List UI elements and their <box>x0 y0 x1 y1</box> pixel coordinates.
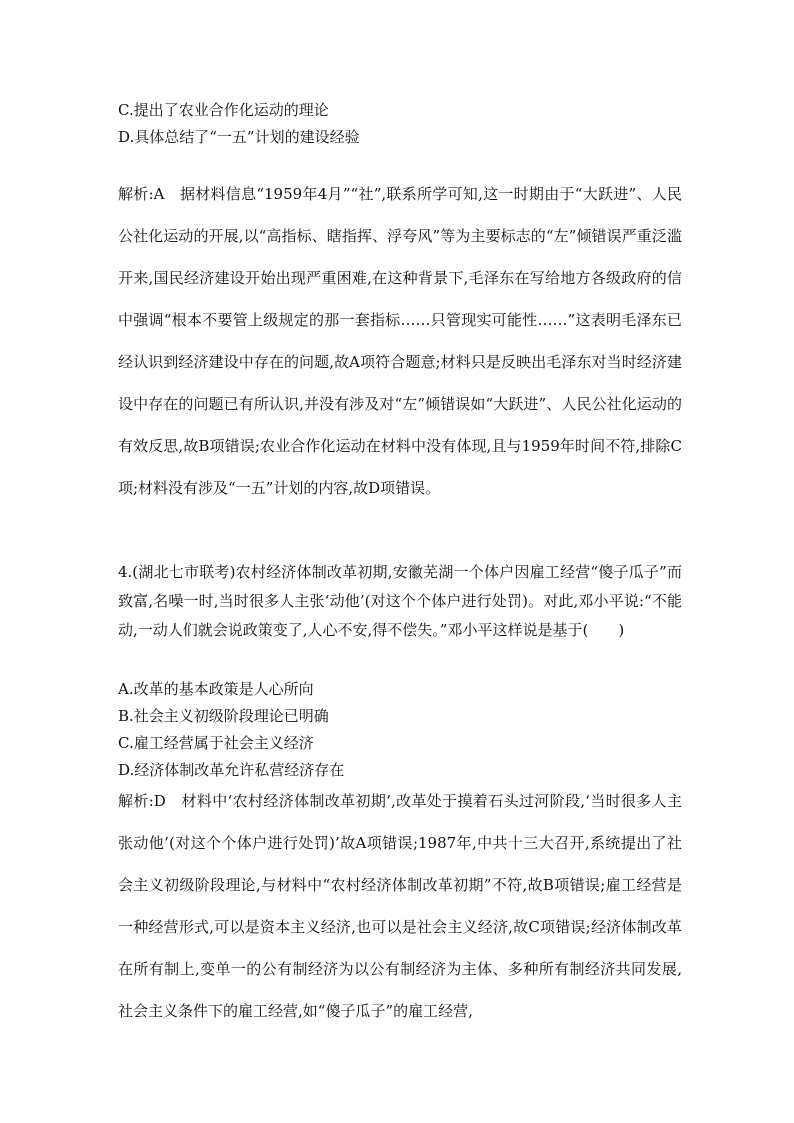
q4-option-d: D.经济体制改革允许私营经济存在 <box>118 761 345 779</box>
q4-analysis: 解析:D 材料中‘农村经济体制改革初期’,改革处于摸着石头过河阶段,‘当时很多人主张动他’(对这个个体户进行处罚)’故A项错误;1987年,中共十三大召开,系统提出了社会主义初级阶段理论,与材料中“农村经济体制改革初期”不符,故B项错误;雇工经营是一种经营形式,可以是资本主义经济,也可以是社会主义经济,故C项错误;经济体制改革在所有制上,变单一的公有制经济为以公有制经济为主体、多种所有制经济共同发展,社会主义条件下的雇工经营,如“傻子瓜子”的雇工经营, <box>118 792 682 1020</box>
q3-option-b: C.提出了农业合作化运动的理论 <box>118 101 329 119</box>
q3-option-c: D.具体总结了“一五”计划的建设经验 <box>118 128 360 146</box>
q4-option-b: B.社会主义初级阶段理论已明确 <box>118 707 329 725</box>
q4-option-a: A.改革的基本政策是人心所向 <box>118 680 314 698</box>
q4-stem: 4.(湖北七市联考)农村经济体制改革初期,安徽芜湖一个体户因雇工经营“傻子瓜子”而致富,名噪一时,当时很多人主张‘动他’(对这个个体户进行处罚)。对此,邓小平说:“不能动,一动人们就会说政策变了,人心不安,得不偿失。”邓小平这样说是基于( ) <box>118 563 682 639</box>
q4-option-c: C.雇工经营属于社会主义经济 <box>118 734 314 752</box>
q3-analysis: 解析:A 据材料信息“1959年4月”“社”,联系所学可知,这一时期由于“大跃进”、人民公社化运动的开展,以“高指标、瞎指挥、浮夸风”等为主要标志的“左”倾错误严重泛滥开来,国民经济建设开始出现严重困难,在这种背景下,毛泽东在写给地方各级政府的信中强调“根本不要管上级规定的那一套指标……只管现实可能性……”这表明毛泽东已经认识到经济建设中存在的问题,故A项符合题意;材料只是反映出毛泽东对当时经济建设中存在的问题已有所认识,并没有涉及对“左”倾错误如“大跃进”、人民公社化运动的有效反思,故B项错误;农业合作化运动在材料中没有体现,且与1959年时间不符,排除C项;材料没有涉及“一五”计划的内容,故D项错误。 <box>118 185 682 497</box>
